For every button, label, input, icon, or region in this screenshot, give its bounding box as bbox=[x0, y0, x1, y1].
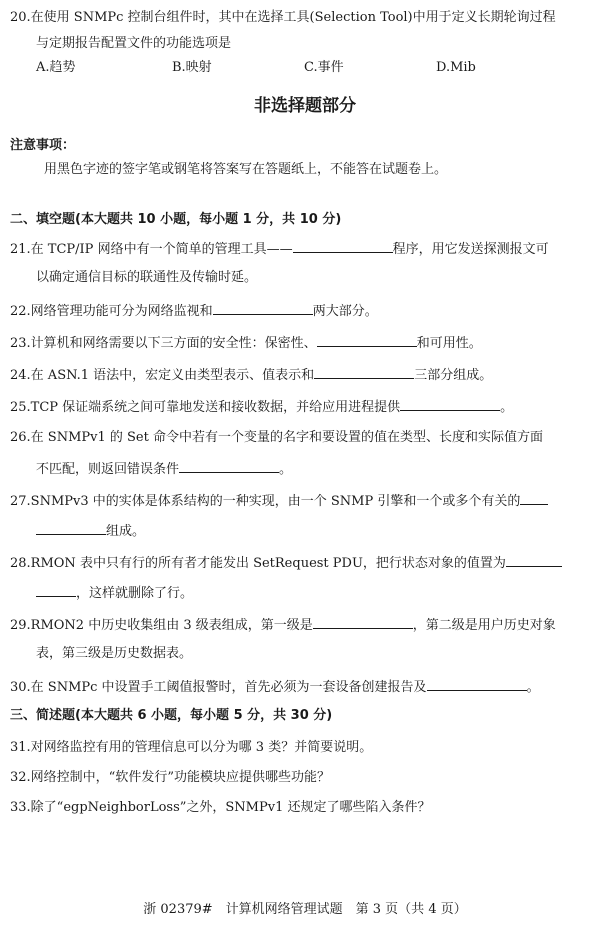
notice-text: 用黑色字迹的签字笔或钢笔将答案写在答题纸上，不能答在试题卷上。 bbox=[44, 162, 448, 177]
q32-line: 32.网络控制中，“软件发行”功能模块应提供哪些功能？ bbox=[10, 770, 330, 785]
q26-line1: 26.在 SNMPv1 的 Set 命令中若有一个变量的名字和要设置的值在类型、长度和实际值方面 bbox=[10, 430, 543, 445]
q33-line: 33.除了“egpNeighborLoss”之外，SNMPv1 还规定了哪些陷入条件？ bbox=[10, 800, 431, 815]
q20-option-d: D.Mib bbox=[436, 60, 476, 75]
q29-line1: 29.RMON2 中历史收集组由 3 级表组成，第一级是 ，第二级是用户历史对象 bbox=[10, 618, 556, 633]
page-footer: 浙 02379# 计算机网络管理试题 第 3 页（共 4 页） bbox=[143, 902, 467, 917]
q29-answer-blank bbox=[313, 616, 413, 629]
section3-heading: 三、简述题(本大题共 6 小题，每小题 5 分，共 30 分) bbox=[10, 708, 333, 723]
q26-line2: 不匹配，则返回错误条件 。 bbox=[36, 462, 293, 477]
q30-line: 30.在 SNMPc 中设置手工阈值报警时，首先必须为一套设备创建报告及 。 bbox=[10, 680, 540, 695]
q20-option-c: C.事件 bbox=[304, 60, 344, 75]
q27-line2: 组成。 bbox=[36, 522, 145, 540]
q21-line2: 以确定通信目标的联通性及传输时延。 bbox=[36, 270, 258, 285]
q27-line1: 27.SNMPv3 中的实体是体系结构的一种实现，由一个 SNMP 引擎和一个或多个有关的 bbox=[10, 492, 548, 510]
q30-answer-blank bbox=[427, 678, 527, 691]
q25-line: 25.TCP 保证端系统之间可靠地发送和接收数据，并给应用进程提供 。 bbox=[10, 400, 514, 415]
q31-line: 31.对网络监控有用的管理信息可以分为哪 3 类？并简要说明。 bbox=[10, 740, 373, 755]
q20-line2: 与定期报告配置文件的功能选项是 bbox=[36, 36, 232, 51]
q27-answer-blank-start bbox=[520, 492, 548, 505]
q20-option-b: B.映射 bbox=[172, 60, 212, 75]
q20-option-a: A.趋势 bbox=[36, 60, 76, 75]
q20-line1: 20.在使用 SNMPc 控制台组件时，其中在选择工具(Selection Tool)中用于定义长期轮询过程 bbox=[10, 10, 556, 25]
section2-heading: 二、填空题(本大题共 10 小题，每小题 1 分，共 10 分) bbox=[10, 212, 342, 227]
q21-answer-blank bbox=[293, 240, 393, 253]
q27-answer-blank-end bbox=[36, 522, 106, 535]
q28-line2: ，这样就删除了行。 bbox=[36, 584, 193, 602]
q29-line2: 表，第三级是历史数据表。 bbox=[36, 646, 193, 661]
notice-heading: 注意事项： bbox=[10, 138, 76, 153]
q22-line: 22.网络管理功能可分为网络监视和 两大部分。 bbox=[10, 304, 378, 319]
q24-answer-blank bbox=[314, 366, 414, 379]
q28-line1: 28.RMON 表中只有行的所有者才能发出 SetRequest PDU，把行状态对象的值置为 bbox=[10, 554, 562, 572]
part-title: 非选择题部分 bbox=[254, 96, 356, 116]
q22-answer-blank bbox=[213, 302, 313, 315]
q26-answer-blank bbox=[179, 460, 279, 473]
q28-answer-blank-end bbox=[36, 584, 76, 597]
q23-line: 23.计算机和网络需要以下三方面的安全性：保密性、 和可用性。 bbox=[10, 336, 482, 351]
q28-answer-blank-start bbox=[506, 554, 562, 567]
q25-answer-blank bbox=[400, 398, 500, 411]
q21-line1: 21.在 TCP/IP 网络中有一个简单的管理工具—— 程序，用它发送探测报文可 bbox=[10, 242, 549, 257]
q23-answer-blank bbox=[317, 334, 417, 347]
q24-line: 24.在 ASN.1 语法中，宏定义由类型表示、值表示和 三部分组成。 bbox=[10, 368, 493, 383]
